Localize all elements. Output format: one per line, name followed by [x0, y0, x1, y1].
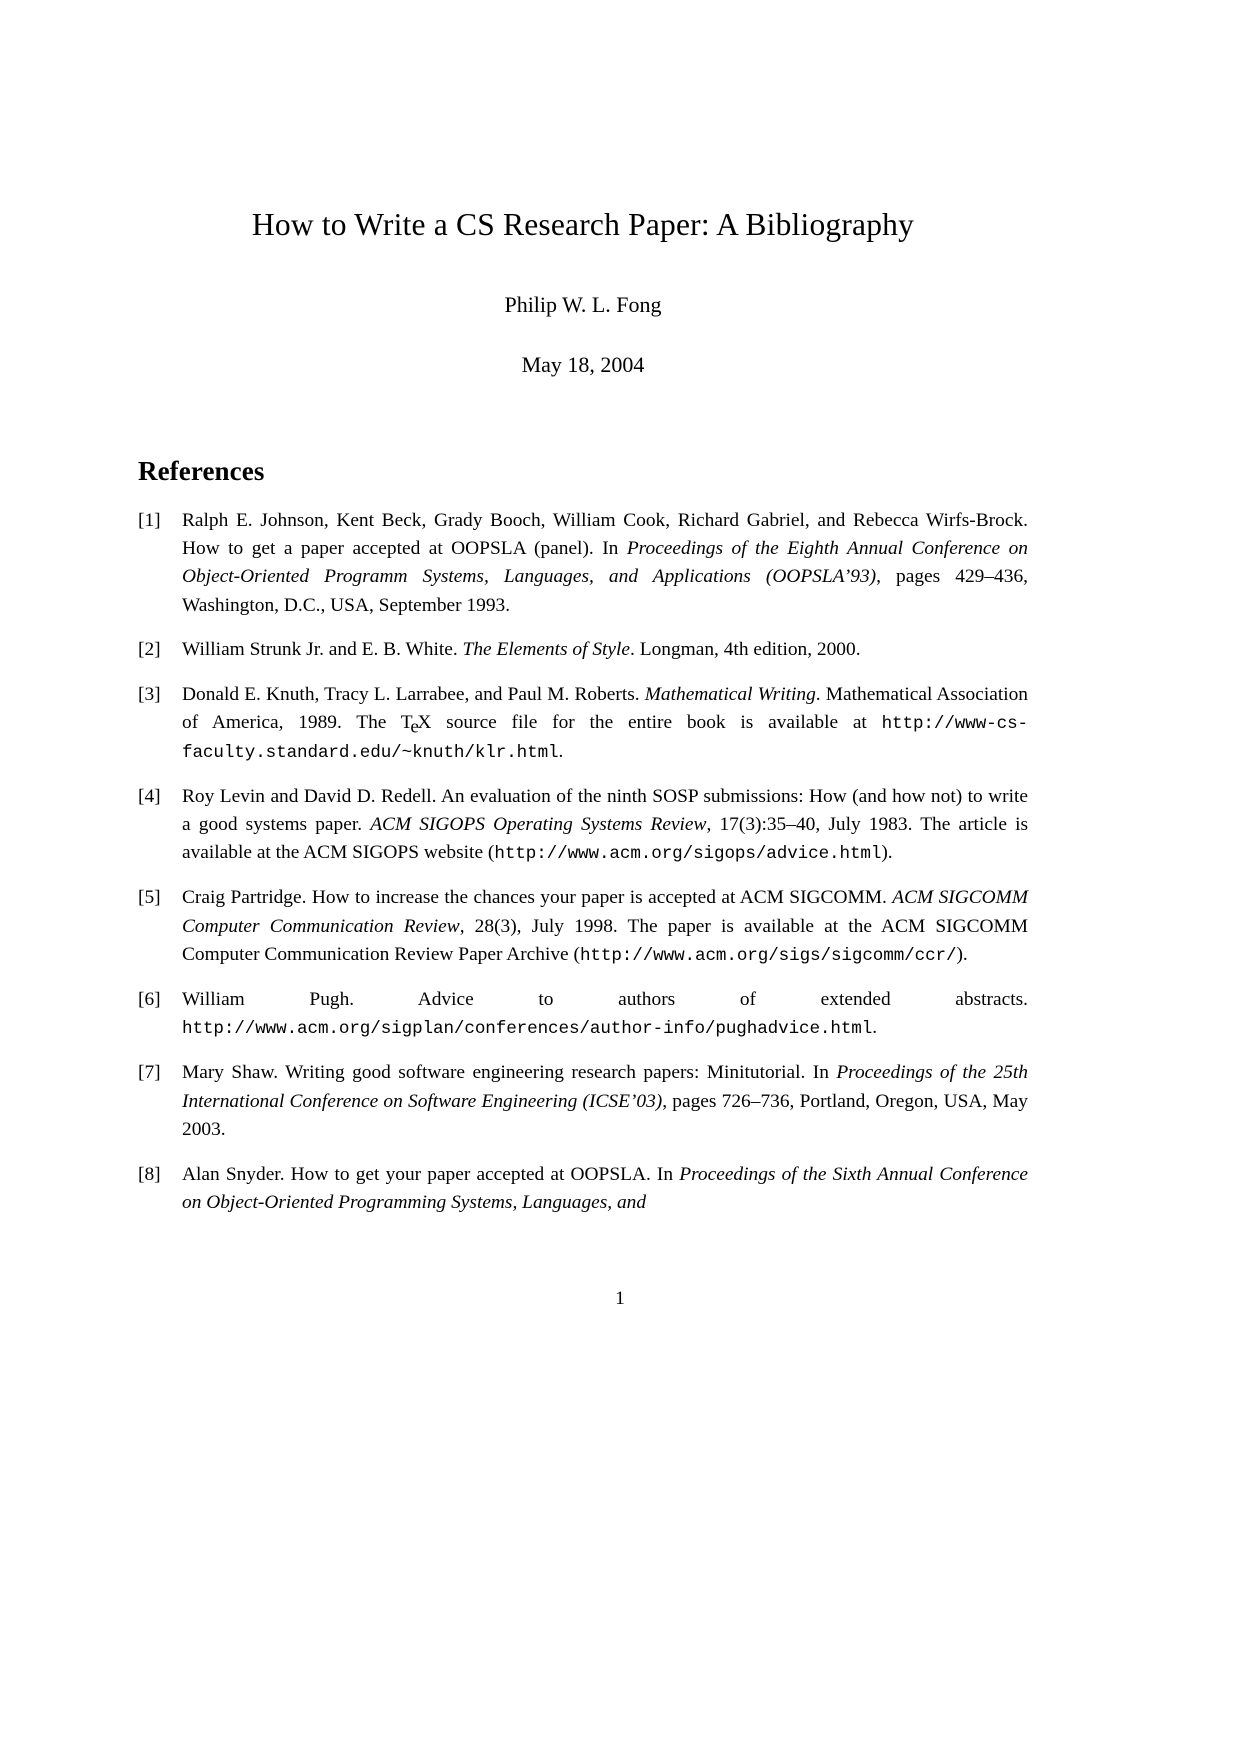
reference-text: . Mathematical Association of America, 1989. The	[182, 683, 1028, 734]
bibliography-entry-text	[182, 507, 1028, 620]
cited-work-title: Proceedings of the 25th International Conference on Software Engineering (ICSE’03)	[182, 1062, 1028, 1112]
bibliography-entry-label: [3]	[138, 683, 161, 705]
reference-text: ).	[881, 842, 893, 864]
bibliography-entry-text	[182, 1161, 1028, 1217]
reference-url: http://www.acm.org/sigops/advice.html	[494, 844, 882, 865]
references-heading: References	[138, 455, 265, 486]
reference-url: http://www-cs-faculty.standard.edu/~knuth/klr.html	[182, 714, 1028, 763]
reference-text: Alan Snyder. How to get your paper accepted at OOPSLA. In	[182, 1163, 680, 1185]
reference-text: William Pugh. Advice to authors of extended abstracts.	[182, 989, 1028, 1011]
bibliography-entry-text	[182, 986, 1028, 1043]
reference-text: . Longman, 4th edition, 2000.	[630, 639, 861, 661]
bibliography-entry	[138, 636, 1028, 664]
reference-text: , 28(3), July 1998. The paper is available at the ACM SIGCOMM Computer Communication Review Paper Archive (	[182, 915, 1029, 965]
bibliography-entry-text	[182, 636, 1028, 664]
reference-text: Roy Levin and David D. Redell. An evaluation of the ninth SOSP submissions: How (and how not) to write a good systems paper.	[182, 785, 1028, 836]
bibliography-entry	[138, 884, 1028, 969]
page-content	[138, 196, 1028, 1217]
bibliography-entry-label: [8]	[138, 1163, 161, 1185]
bibliography-list	[138, 507, 1028, 1217]
reference-text: Craig Partridge. How to increase the chances your paper is accepted at ACM SIGCOMM.	[182, 887, 893, 909]
bibliography-entry-label: [6]	[138, 989, 161, 1011]
reference-url: http://www.acm.org/sigplan/conferences/author-info/pughadvice.html	[182, 1019, 873, 1040]
bibliography-entry-label: [1]	[138, 509, 161, 531]
bibliography-entry-text	[182, 783, 1028, 868]
reference-text: Mary Shaw. Writing good software engineering research papers: Minitutorial. In	[182, 1062, 837, 1084]
reference-text: .	[872, 1017, 878, 1039]
bibliography-entry	[138, 681, 1028, 766]
bibliography-entry	[138, 1161, 1028, 1217]
reference-text: William Strunk Jr. and E. B. White.	[182, 639, 463, 661]
bibliography-entry	[138, 986, 1028, 1043]
reference-text: Ralph E. Johnson, Kent Beck, Grady Booch, William Cook, Richard Gabriel, and Rebecca Wirfs-Brock. How to get a paper accepted at OOPSLA (panel). In	[182, 509, 1028, 560]
bibliography-entry-text	[182, 681, 1028, 766]
bibliography-entry	[138, 783, 1028, 868]
page-number: 1	[615, 1288, 625, 1309]
reference-url: http://www.acm.org/sigs/sigcomm/ccr/	[579, 945, 957, 966]
reference-text: , pages 429–436, Washington, D.C., USA, September 1993.	[182, 566, 1028, 616]
tex-logo: TeX	[400, 712, 432, 738]
bibliography-entry-label: [7]	[138, 1062, 161, 1084]
reference-text: source file for the entire book is available at	[431, 712, 882, 734]
reference-text: , 17(3):35–40, July 1983. The article is available at the ACM SIGOPS website (	[182, 814, 1028, 864]
cited-work-title: Proceedings of the Eighth Annual Conference on Object-Oriented Programm Systems, Languages, and Applications (OOPSLA’93)	[182, 538, 1028, 588]
bibliography-entry-text	[182, 884, 1028, 969]
reference-text: , pages 726–736, Portland, Oregon, USA, May 2003.	[182, 1090, 1028, 1140]
bibliography-entry	[138, 1059, 1028, 1144]
cited-work-title: Proceedings of the Sixth Annual Conference on Object-Oriented Programming Systems, Languages, and	[182, 1163, 1028, 1213]
reference-text: .	[558, 740, 564, 762]
cited-work-title: ACM SIGCOMM Computer Communication Review	[182, 887, 1028, 937]
page-title: How to Write a CS Research Paper: A Bibliography	[251, 207, 915, 242]
bibliography-entry-label: [5]	[138, 887, 161, 909]
reference-text: Donald E. Knuth, Tracy L. Larrabee, and Paul M. Roberts.	[182, 683, 645, 705]
reference-text: ).	[956, 943, 968, 965]
cited-work-title: ACM SIGOPS Operating Systems Review	[370, 814, 707, 836]
author-name: Philip W. L. Fong	[504, 291, 662, 317]
bibliography-entry	[138, 507, 1028, 620]
cited-work-title: Mathematical Writing	[644, 683, 816, 705]
bibliography-entry-text	[182, 1059, 1028, 1144]
bibliography-entry-label: [4]	[138, 785, 161, 807]
cited-work-title: The Elements of Style	[462, 639, 631, 661]
bibliography-entry-label: [2]	[138, 639, 161, 661]
publication-date: May 18, 2004	[521, 351, 645, 377]
